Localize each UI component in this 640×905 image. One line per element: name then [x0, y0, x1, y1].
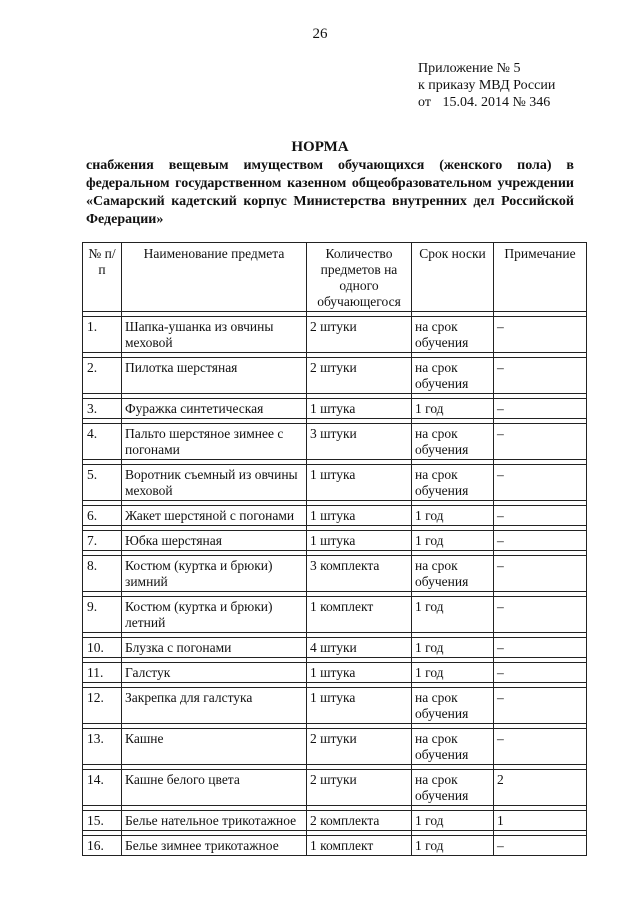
cell-num: 6. [83, 506, 122, 526]
cell-num: 4. [83, 424, 122, 460]
cell-term: 1 год [412, 836, 494, 856]
cell-term: на срок обучения [412, 358, 494, 394]
cell-term: на срок обучения [412, 424, 494, 460]
cell-qty: 3 штуки [307, 424, 412, 460]
appendix-line-1: Приложение № 5 [418, 61, 521, 76]
cell-name: Шапка-ушанка из овчины меховой [122, 317, 307, 353]
cell-term: на срок обучения [412, 465, 494, 501]
cell-term: 1 год [412, 399, 494, 419]
appendix-date-prefix: от [418, 95, 431, 110]
cell-term: 1 год [412, 638, 494, 658]
cell-num: 9. [83, 597, 122, 633]
cell-term: 1 год [412, 663, 494, 683]
cell-name: Галстук [122, 663, 307, 683]
cell-qty: 4 штуки [307, 638, 412, 658]
cell-name: Костюм (куртка и брюки) летний [122, 597, 307, 633]
table-row [83, 358, 587, 394]
table-row [83, 811, 587, 831]
header-note: Примечание [494, 243, 587, 312]
cell-note: – [494, 506, 587, 526]
table-row [83, 399, 587, 419]
cell-num: 2. [83, 358, 122, 394]
cell-note: – [494, 358, 587, 394]
cell-name: Кашне [122, 729, 307, 765]
cell-name: Юбка шерстяная [122, 531, 307, 551]
appendix-block [418, 60, 555, 111]
cell-qty: 2 штуки [307, 729, 412, 765]
cell-qty: 2 штуки [307, 317, 412, 353]
cell-qty: 1 штука [307, 531, 412, 551]
cell-qty: 2 штуки [307, 358, 412, 394]
appendix-year: 2014 [480, 95, 509, 110]
cell-note: – [494, 424, 587, 460]
table-row [83, 663, 587, 683]
cell-qty: 1 штука [307, 688, 412, 724]
cell-name: Фуражка синтетическая [122, 399, 307, 419]
cell-note: – [494, 836, 587, 856]
cell-note: – [494, 399, 587, 419]
cell-name: Кашне белого цвета [122, 770, 307, 806]
cell-name: Белье нательное трикотажное [122, 811, 307, 831]
cell-qty: 1 комплект [307, 597, 412, 633]
cell-num: 10. [83, 638, 122, 658]
cell-term: 1 год [412, 811, 494, 831]
cell-num: 7. [83, 531, 122, 551]
cell-num: 1. [83, 317, 122, 353]
cell-name: Белье зимнее трикотажное [122, 836, 307, 856]
table-header-row [83, 243, 587, 312]
cell-note: – [494, 597, 587, 633]
table-body [83, 312, 587, 856]
cell-note: – [494, 663, 587, 683]
cell-note: 2 [494, 770, 587, 806]
cell-qty: 1 штука [307, 506, 412, 526]
cell-note: – [494, 556, 587, 592]
cell-qty: 1 штука [307, 399, 412, 419]
cell-num: 8. [83, 556, 122, 592]
table-row [83, 638, 587, 658]
cell-term: на срок обучения [412, 688, 494, 724]
table-row [83, 597, 587, 633]
cell-qty: 3 комплекта [307, 556, 412, 592]
table-row [83, 506, 587, 526]
cell-num: 13. [83, 729, 122, 765]
table-row [83, 688, 587, 724]
table-row [83, 531, 587, 551]
cell-term: на срок обучения [412, 317, 494, 353]
cell-qty: 2 комплекта [307, 811, 412, 831]
cell-num: 5. [83, 465, 122, 501]
cell-note: – [494, 729, 587, 765]
cell-note: – [494, 688, 587, 724]
norm-table [82, 242, 587, 856]
table-row [83, 424, 587, 460]
cell-num: 16. [83, 836, 122, 856]
cell-note: – [494, 531, 587, 551]
cell-note: – [494, 317, 587, 353]
cell-term: 1 год [412, 506, 494, 526]
table-row [83, 317, 587, 353]
table-row [83, 836, 587, 856]
table-row [83, 770, 587, 806]
cell-term: 1 год [412, 597, 494, 633]
cell-qty: 2 штуки [307, 770, 412, 806]
appendix-number: № 346 [512, 95, 551, 110]
cell-term: на срок обучения [412, 729, 494, 765]
cell-num: 3. [83, 399, 122, 419]
cell-term: на срок обучения [412, 770, 494, 806]
cell-name: Костюм (куртка и брюки) зимний [122, 556, 307, 592]
header-name: Наименование предмета [122, 243, 307, 312]
table-row [83, 556, 587, 592]
appendix-date-line [418, 94, 555, 111]
cell-note: – [494, 638, 587, 658]
page-number: 26 [312, 26, 328, 42]
document-title: НОРМА [291, 139, 349, 155]
cell-num: 15. [83, 811, 122, 831]
header-num: № п/п [83, 243, 122, 312]
document-subtitle: снабжения вещевым имуществом обучающихся (женского пола) в федеральном государственном казенном общеобразовательном учреждении «Самарский кадетский корпус Министерства внутренних дел Российской Федерации» [86, 158, 574, 227]
cell-qty: 1 штука [307, 663, 412, 683]
appendix-date: 15.04. [442, 95, 478, 110]
cell-note: – [494, 465, 587, 501]
cell-qty: 1 комплект [307, 836, 412, 856]
cell-num: 11. [83, 663, 122, 683]
cell-num: 14. [83, 770, 122, 806]
cell-term: на срок обучения [412, 556, 494, 592]
cell-name: Закрепка для галстука [122, 688, 307, 724]
cell-name: Воротник съемный из овчины меховой [122, 465, 307, 501]
table-row [83, 465, 587, 501]
cell-name: Пилотка шерстяная [122, 358, 307, 394]
cell-name: Жакет шерстяной с погонами [122, 506, 307, 526]
cell-name: Пальто шерстяное зимнее с погонами [122, 424, 307, 460]
cell-term: 1 год [412, 531, 494, 551]
appendix-line-2: к приказу МВД России [418, 78, 556, 93]
cell-name: Блузка с погонами [122, 638, 307, 658]
table-row [83, 729, 587, 765]
header-qty: Количество предметов на одного обучающегося [307, 243, 412, 312]
header-term: Срок носки [412, 243, 494, 312]
cell-qty: 1 штука [307, 465, 412, 501]
cell-num: 12. [83, 688, 122, 724]
cell-note: 1 [494, 811, 587, 831]
